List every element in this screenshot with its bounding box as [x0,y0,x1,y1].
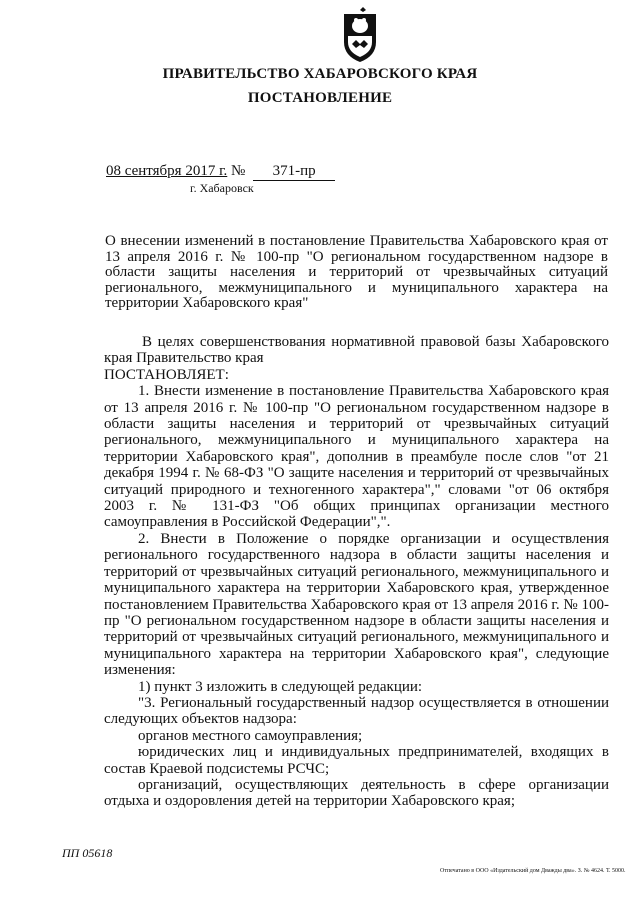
paragraph-decree: ПОСТАНОВЛЯЕТ: [104,366,229,383]
number-sign: № [231,163,246,179]
paragraph: организаций, осуществляющих деятельность в сфере организации отдыха и оздоровления детей на территории Хабаровского края; [104,776,609,810]
paragraph: органов местного самоуправления; [138,727,363,744]
doc-number: 371-пр [253,163,335,181]
doc-body [104,334,609,810]
doc-code: ПП 05618 [62,846,113,860]
doc-date: 08 сентября 2017 г. [106,163,228,179]
org-name: ПРАВИТЕЛЬСТВО ХАБАРОВСКОГО КРАЯ [162,66,478,82]
paragraph: В целях совершенствования нормативной правовой базы Хабаровского края Правительство края [104,334,609,367]
paragraph: 1) пункт 3 изложить в следующей редакции: [138,678,423,695]
city: г. Хабаровск [190,181,254,195]
paragraph: 2. Внести в Положение о порядке организации и осуществления регионального государственного надзора в области защиты населения и территорий от чрезвычайных ситуаций регионального, межмуниципального и муниципального характера на территории Хабаровского края, утвержденное постановлением Правительства Хабаровского края от 13 апреля 2016 г. № 100-пр "О региональном государственном надзоре в области защиты населения и территорий от чрезвычайных ситуаций регионального, межмуниципального и муниципального характера на территории Хабаровского края", следующие изменения: [104,530,609,679]
paragraph: 1. Внести изменение в постановление Правительства Хабаровского края от 13 апреля 2016 г. № 100-пр "О региональном государственном надзоре в области защиты населения и территорий от чрезвычайных ситуаций регионального, межмуниципального и муниципального характера на территории Хабаровского края", дополнив в преамбуле после слов "от 21 декабря 1994 г. № 68-ФЗ "О защите населения и территорий от чрезвычайных ситуаций природного и техногенного характера"," словами "от 06 октября 2003 г. № 131-ФЗ "Об общих принципах организации местного самоуправления в Российской Федерации",". [104,383,609,531]
doc-type: ПОСТАНОВЛЕНИЕ [247,90,393,106]
paragraph: "3. Региональный государственный надзор осуществляется в отношении следующих объектов надзора: [104,694,609,728]
paragraph: юридических лиц и индивидуальных предпринимателей, входящих в состав Краевой подсистемы РСЧС; [104,744,609,777]
coat-of-arms-icon [338,6,382,64]
doc-title: О внесении изменений в постановление Правительства Хабаровского края от 13 апреля 2016 г. № 100-пр "О региональном государственном надзоре в области защиты населения и территорий от чрезвычайных ситуаций регионального, межмуниципального и муниципального характера на территории Хабаровского края" [105,233,608,311]
date-number-row [106,163,335,181]
print-note: Отпечатано в ООО «Издательский дом Дважды два». З. № 4624. Т. 5000. [440,868,626,874]
